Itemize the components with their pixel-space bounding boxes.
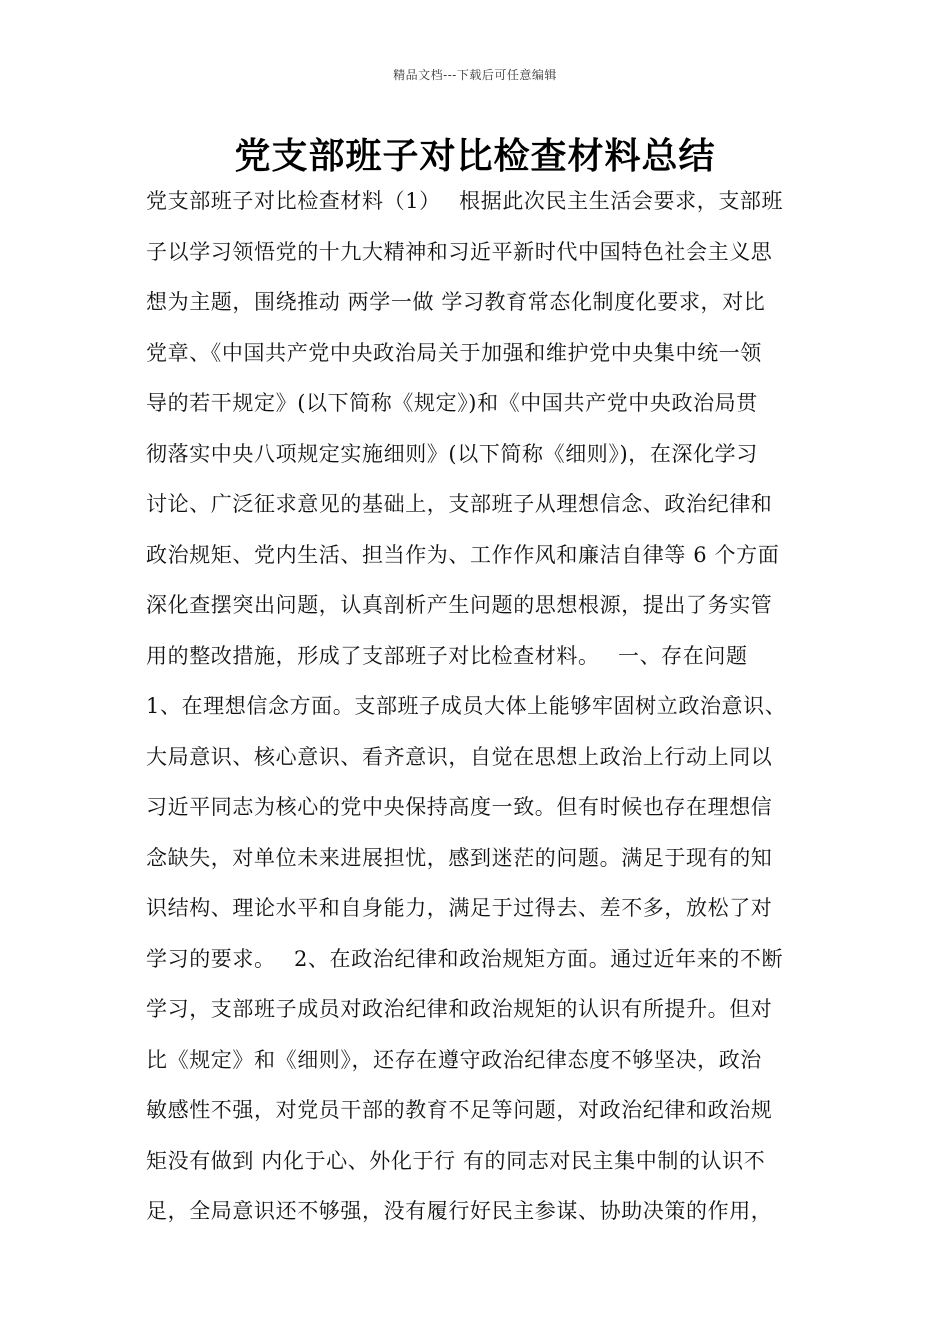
document-title: 党支部班子对比检查材料总结 (234, 136, 716, 177)
body-line: 政治规矩、党内生活、担当作为、工作作风和廉洁自律等 6 个方面 (146, 542, 780, 567)
body-line: 敏感性不强，对党员干部的教育不足等问题，对政治纪律和政治规 (146, 1098, 773, 1122)
body-line: 用的整改措施，形成了支部班子对比检查材料。 一、存在问题 (146, 643, 748, 668)
body-line: 子以学习领悟党的十九大精神和习近平新时代中国特色社会主义思 (146, 239, 773, 264)
body-line: 党支部班子对比检查材料（1） 根据此次民主生活会要求，支部班 (146, 189, 784, 213)
page-header: 精品文档---下载后可任意编辑 (393, 68, 557, 82)
body-line: 识结构、理论水平和自身能力，满足于过得去、差不多，放松了对 (146, 896, 773, 920)
body-line: 导的若干规定》(以下简称《规定》)和《中国共产党中央政治局贯 (146, 391, 758, 415)
document-body (146, 176, 816, 1237)
body-line: 比《规定》和《细则》，还存在遵守政治纪律态度不够坚决，政治 (146, 1047, 762, 1072)
body-line: 学习，支部班子成员对政治纪律和政治规矩的认识有所提升。但对 (146, 997, 773, 1021)
body-line: 矩没有做到 内化于心、外化于行 有的同志对民主集中制的认识不 (146, 1148, 766, 1173)
body-line: 大局意识、核心意识、看齐意识，自觉在思想上政治上行动上同以 (146, 744, 773, 769)
body-line: 讨论、广泛征求意见的基础上，支部班子从理想信念、政治纪律和 (146, 492, 773, 516)
body-line: 想为主题，围绕推动 两学一做 学习教育常态化制度化要求，对比 (146, 290, 766, 314)
body-line: 深化查摆突出问题，认真剖析产生问题的思想根源，提出了务实管 (146, 593, 773, 617)
body-line: 党章、《中国共产党中央政治局关于加强和维护党中央集中统一领 (146, 340, 762, 365)
body-line: 足，全局意识还不够强，没有履行好民主参谋、协助决策的作用， (146, 1199, 773, 1223)
body-line: 习近平同志为核心的党中央保持高度一致。但有时候也存在理想信 (146, 795, 773, 819)
body-line: 学习的要求。 2、在政治纪律和政治规矩方面。通过近年来的不断 (146, 946, 784, 971)
body-line: 1、在理想信念方面。支部班子成员大体上能够牢固树立政治意识、 (146, 694, 787, 718)
body-line: 彻落实中央八项规定实施细则》(以下简称《细则》)，在深化学习 (146, 441, 758, 466)
body-line: 念缺失，对单位未来进展担忧，感到迷茫的问题。满足于现有的知 (146, 845, 773, 870)
